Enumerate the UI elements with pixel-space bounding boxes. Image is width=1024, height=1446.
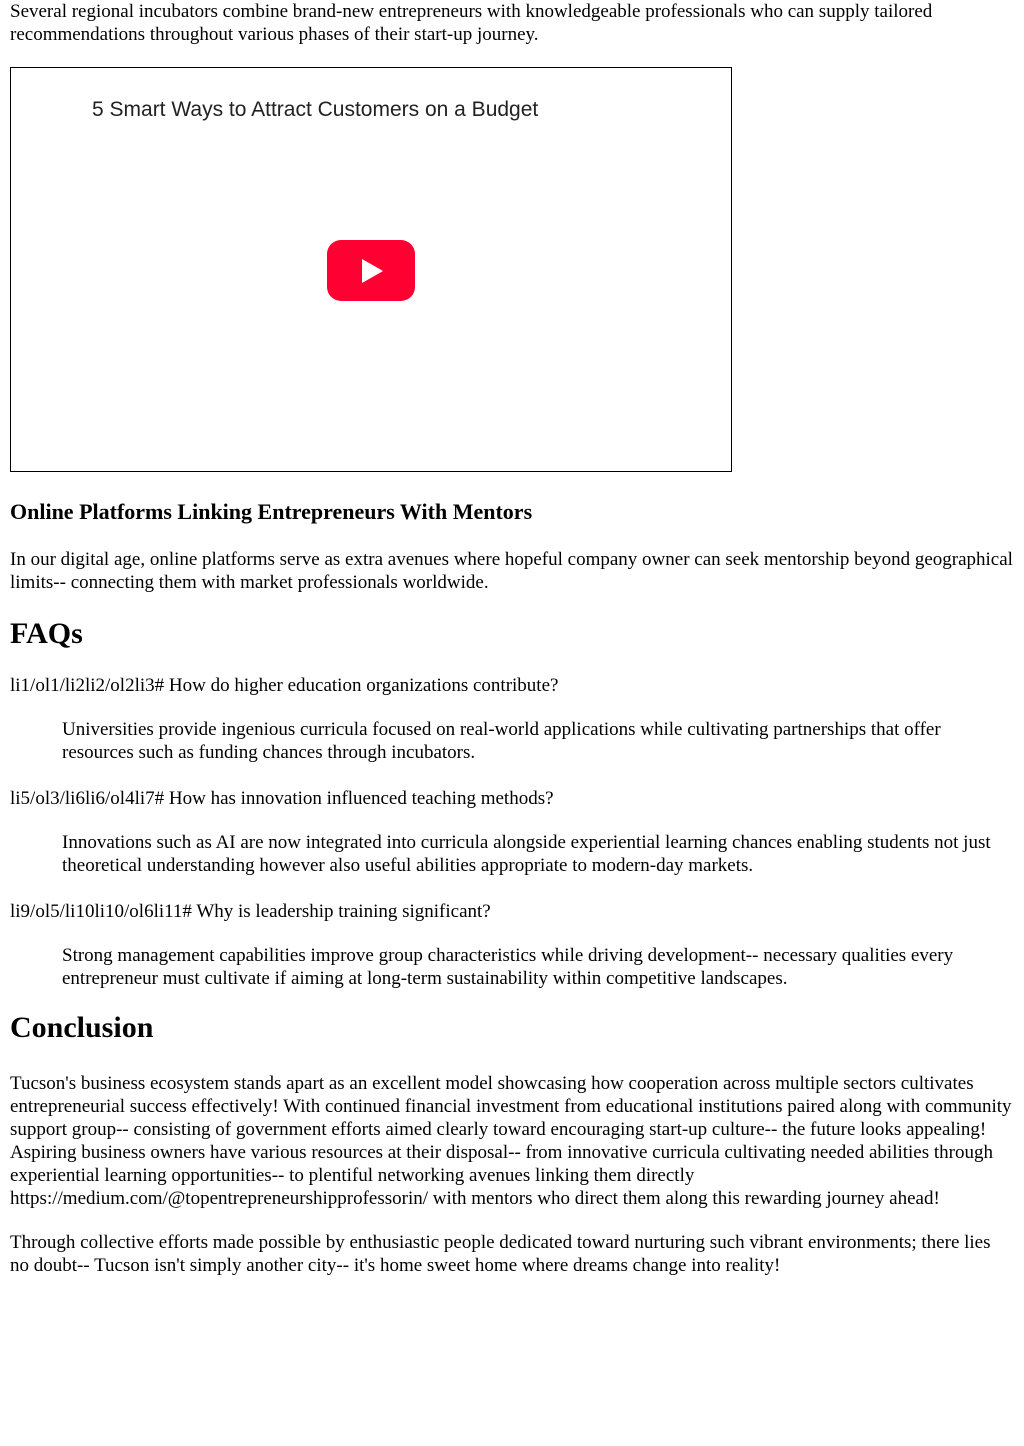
faq-answer: Universities provide ingenious curricula focused on real-world applications while cultivating partnerships that offer resources such as funding chances through incubators. xyxy=(62,719,941,763)
video-embed[interactable] xyxy=(10,67,732,472)
faq-question: li9/ol5/li10li10/ol6li11# Why is leadership training significant? xyxy=(10,901,491,922)
faq-answer: Strong management capabilities improve group characteristics while driving development-- necessary qualities every entrepreneur must cultivate if aiming at long-term sustainability within competitive landscapes. xyxy=(62,945,954,989)
conclusion-paragraph-1: Tucson's business ecosystem stands apart as an excellent model showcasing how cooperation across multiple sectors cultivates entrepreneurial success effectively! With continued financial investment from educational institutions paired along with community support group-- consisting of government efforts aimed clearly toward encouraging start-up culture-- the future looks appealing! Aspiring business owners have various resources at their disposal-- from innovative curricula cultivating needed abilities through experiential learning opportunities-- to plentiful networking avenues linking them directly https://medium.com/@topentrepreneurshipprofessorin/ with mentors who direct them along this rewarding journey ahead! xyxy=(10,1073,1012,1209)
youtube-play-icon[interactable] xyxy=(327,240,415,301)
video-title[interactable]: 5 Smart Ways to Attract Customers on a Budget xyxy=(92,98,539,121)
faq-item xyxy=(10,900,1014,990)
faqs-heading: FAQs xyxy=(10,617,83,650)
faq-question: li1/ol1/li2li2/ol2li3# How do higher education organizations contribute? xyxy=(10,675,559,696)
faq-question: li5/ol3/li6li6/ol4li7# How has innovation influenced teaching methods? xyxy=(10,788,554,809)
faq-answer: Innovations such as AI are now integrated into curricula alongside experiential learning chances enabling students not just theoretical understanding however also useful abilities appropriate to modern-day markets. xyxy=(62,832,991,876)
play-triangle-icon xyxy=(362,259,383,283)
online-platforms-heading: Online Platforms Linking Entrepreneurs With Mentors xyxy=(10,499,533,524)
faq-list xyxy=(10,674,1014,990)
conclusion-paragraph-2: Through collective efforts made possible by enthusiastic people dedicated toward nurturing such vibrant environments; there lies no doubt-- Tucson isn't simply another city-- it's home sweet home where dreams change into reality! xyxy=(10,1232,991,1276)
online-platforms-paragraph: In our digital age, online platforms serve as extra avenues where hopeful company owner can seek mentorship beyond geographical limits-- connecting them with market professionals worldwide. xyxy=(10,549,1013,593)
faq-item xyxy=(10,674,1014,764)
faq-item xyxy=(10,787,1014,877)
conclusion-heading: Conclusion xyxy=(10,1011,154,1044)
intro-paragraph: Several regional incubators combine brand-new entrepreneurs with knowledgeable professionals who can supply tailored recommendations throughout various phases of their start-up journey. xyxy=(10,1,933,45)
